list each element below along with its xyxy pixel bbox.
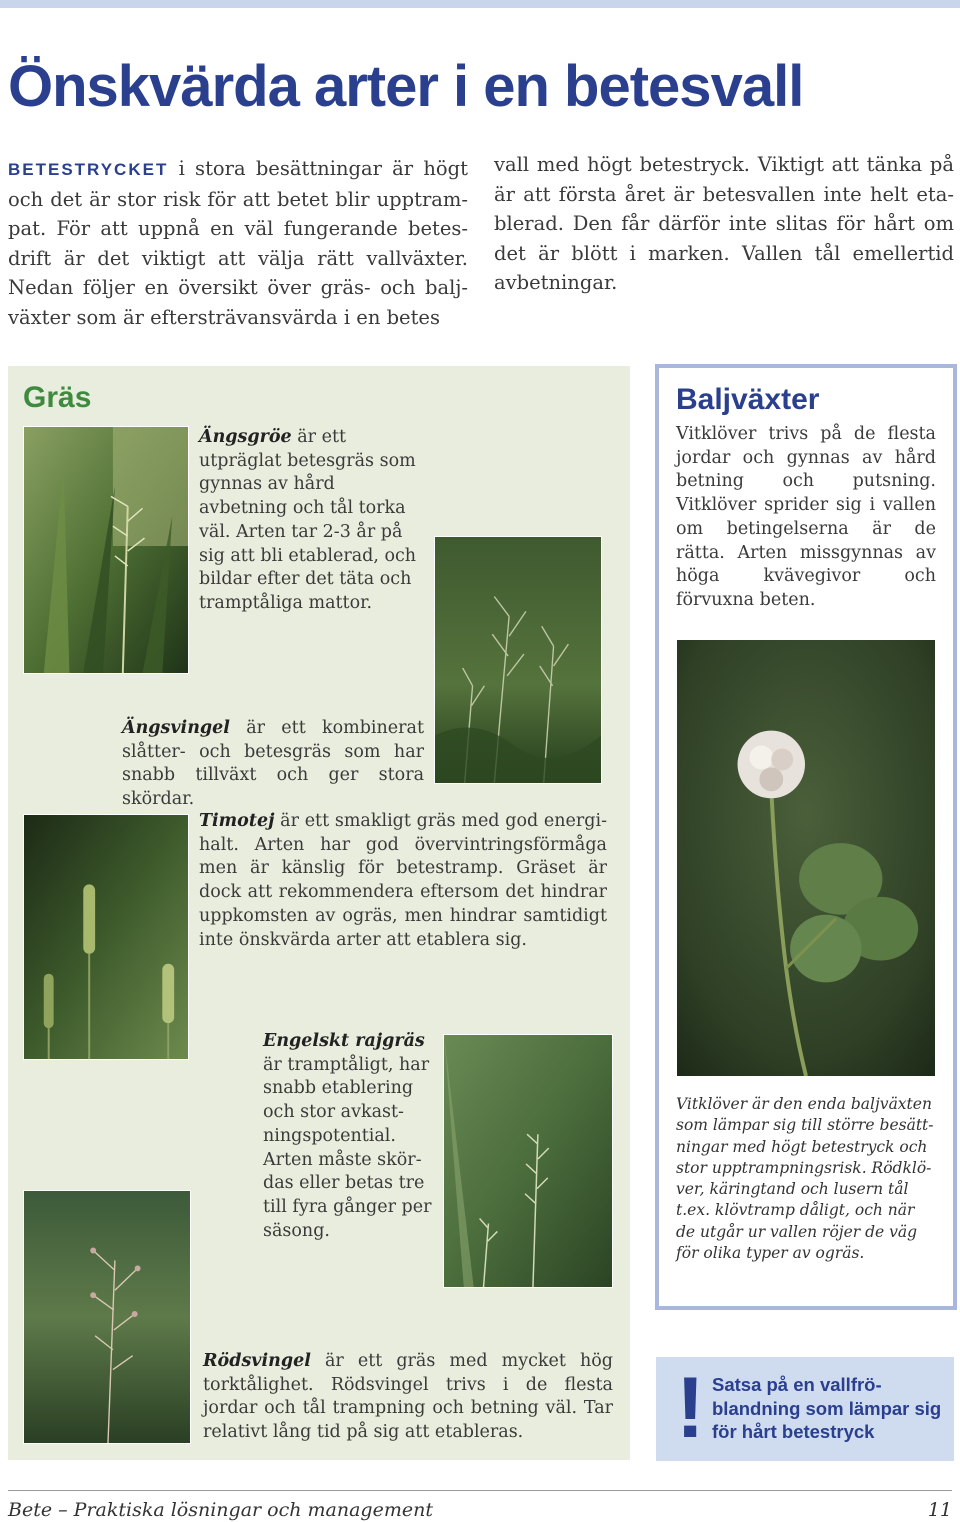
photo-rodsvingel: [23, 1190, 191, 1444]
footer-divider: [8, 1490, 952, 1491]
text-angsvingel: [122, 717, 424, 812]
species-text-rodsvingel: är ett gräs med mycket hög torktålighet. Rödsvingel trivs i de flesta jordar och tål trampning och betning väl. Tar relativt lång tid på sig att etableras.: [203, 1351, 613, 1443]
intro-right-column: vall med högt betestryck. Viktigt att tänka på är att första året är betesvallen inte helt etablerad. Den får därför inte slitas för hårt om det är blött i marken. Vallen tål emellertid avbetningar.: [494, 153, 954, 294]
intro-lead-word: BETESTRYCKET: [8, 160, 169, 179]
species-name-timotej: Timotej: [199, 811, 275, 831]
text-rodsvingel: [203, 1350, 613, 1445]
text-angsgroe: [199, 426, 419, 616]
intro-left-column: [8, 154, 468, 332]
text-engelskt-rajgras: [263, 1030, 439, 1243]
top-color-bar: [0, 0, 960, 8]
vitklover-caption: Vitklöver är den enda baljväxten som lämpar sig till större besättningar med högt betestryck och stor upptrampningsrisk. Rödklöver, käringtand och lusern tål t.ex. klövtramp dåligt, och när de utgår ur vallen röjer de väg för olika typer av ogräs.: [676, 1095, 934, 1263]
gras-heading: Gräs: [23, 381, 92, 414]
text-timotej: [199, 810, 607, 952]
species-text-angsvingel: är ett kombinerat slåtter- och betesgräs som har snabb tillväxt och ger stora skördar.: [122, 718, 424, 810]
photo-timotej: [23, 814, 189, 1060]
species-text-angsgroe: är ett utpräglat betesgräs som gynnas av hård avbetning och tål torka väl. Arten tar 2-3 år på sig att bli etablerad, och bildar efter det täta och tramptåliga mattor.: [199, 427, 417, 613]
photo-vitklover: [676, 639, 936, 1077]
species-text-timotej: är ett smakligt gräs med god energihalt. Arten har god övervintringsförmåga men är känslig för betestramp. Gräset är dock att rekommendera eftersom det hindrar uppkomsten av ogräs, men hindrar samtidigt inte önskvärda arter att etablera sig.: [199, 811, 607, 950]
tip-text: Satsa på en vallfröblandning som lämpar sig för hårt betestryck: [712, 1374, 942, 1442]
page-number: 11: [927, 1499, 952, 1521]
species-name-angsvingel: Ängsvingel: [122, 718, 230, 738]
species-name-angsgroe: Ängsgröe: [199, 427, 292, 447]
photo-engelskt-rajgras: [443, 1034, 613, 1288]
baljvaxter-heading: Baljväxter: [676, 383, 820, 416]
photo-angsvingel: [434, 536, 602, 784]
species-name-engelskt-rajgras: Engelskt rajgräs: [263, 1031, 425, 1051]
intro-left-text: i stora besättningar är högt och det är stor risk för att betet blir upptrampat. För att uppnå en väl fungerande betesdrift är det viktigt att välja rätt vallväxter. Nedan följer en översikt över gräs- och baljväxter som är eftersträvansvärda i en betes: [8, 157, 468, 329]
footer-publication-title: Bete – Praktiska lösningar och management: [8, 1499, 433, 1521]
exclamation-icon: !: [676, 1360, 705, 1456]
page-title: Önskvärda arter i en betesvall: [8, 54, 804, 119]
species-text-engelskt-rajgras: är tramptåligt, har snabb etablering och stor avkastningspotential. Arten måste skördas eller betas tre till fyra gånger per säsong.: [263, 1054, 432, 1241]
photo-angsgroe: [23, 426, 189, 674]
baljvaxter-text: Vitklöver trivs på de flesta jordar och gynnas av hård betning och putsning. Vitklöver sprider sig i vallen om betingelserna är de rätta. Arten missgynnas av höga kvävegivor och förvuxna beten.: [676, 424, 936, 610]
species-name-rodsvingel: Rödsvingel: [203, 1351, 311, 1371]
